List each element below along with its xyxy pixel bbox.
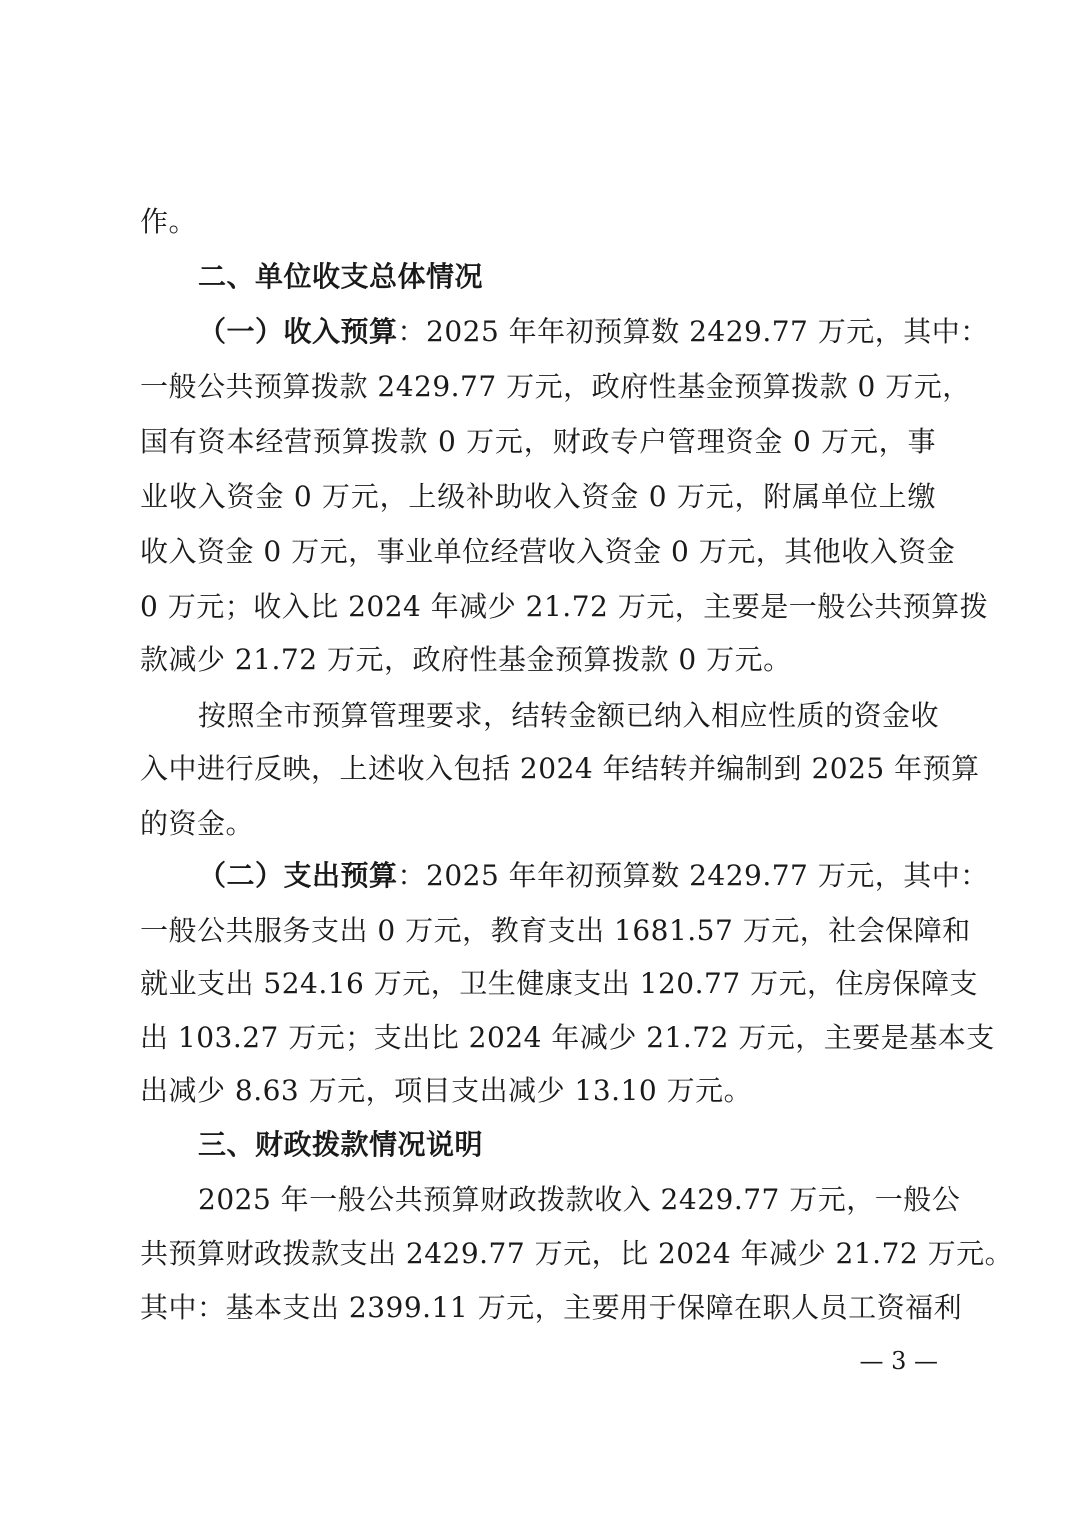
text-line: 款减少 21.72 万元，政府性基金预算拨款 0 万元。 [140, 643, 792, 676]
section-heading-2: 二、单位收支总体情况 [198, 260, 484, 293]
text-line: 2025 年一般公共预算财政拨款收入 2429.77 万元，一般公 [198, 1183, 961, 1216]
text-line: 就业支出 524.16 万元，卫生健康支出 120.77 万元，住房保障支 [140, 967, 979, 1000]
text-line: 一般公共预算拨款 2429.77 万元，政府性基金预算拨款 0 万元， [140, 370, 971, 403]
section-heading-3: 三、财政拨款情况说明 [198, 1128, 484, 1161]
text-span: ：2025 年年初预算数 2429.77 万元，其中： [397, 859, 989, 892]
text-line: 一般公共服务支出 0 万元，教育支出 1681.57 万元，社会保障和 [140, 914, 971, 947]
subheading-income-budget: （一）收入预算 [198, 315, 398, 348]
text-line: 其中：基本支出 2399.11 万元，主要用于保障在职人员工资福利 [140, 1291, 963, 1324]
text-line: 按照全市预算管理要求，结转金额已纳入相应性质的资金收 [198, 699, 940, 732]
text-line: 作。 [140, 205, 198, 238]
text-line: 的资金。 [140, 807, 255, 840]
text-line: 收入资金 0 万元，事业单位经营收入资金 0 万元，其他收入资金 [140, 535, 956, 568]
page-number: — 3 — [859, 1347, 938, 1375]
text-line: 共预算财政拨款支出 2429.77 万元，比 2024 年减少 21.72 万元。 [140, 1237, 1014, 1270]
text-line: 0 万元；收入比 2024 年减少 21.72 万元，主要是一般公共预算拨 [140, 590, 989, 623]
text-line: 业收入资金 0 万元，上级补助收入资金 0 万元，附属单位上缴 [140, 480, 936, 513]
text-line [198, 856, 989, 896]
text-line: 国有资本经营预算拨款 0 万元，财政专户管理资金 0 万元，事 [140, 425, 936, 458]
text-line [198, 312, 989, 352]
text-line: 出减少 8.63 万元，项目支出减少 13.10 万元。 [140, 1074, 753, 1107]
subheading-expenditure-budget: （二）支出预算 [198, 859, 398, 892]
text-line: 入中进行反映，上述收入包括 2024 年结转并编制到 2025 年预算 [140, 752, 980, 785]
text-line: 出 103.27 万元；支出比 2024 年减少 21.72 万元，主要是基本支 [140, 1021, 995, 1054]
text-span: ：2025 年年初预算数 2429.77 万元，其中： [397, 315, 989, 348]
